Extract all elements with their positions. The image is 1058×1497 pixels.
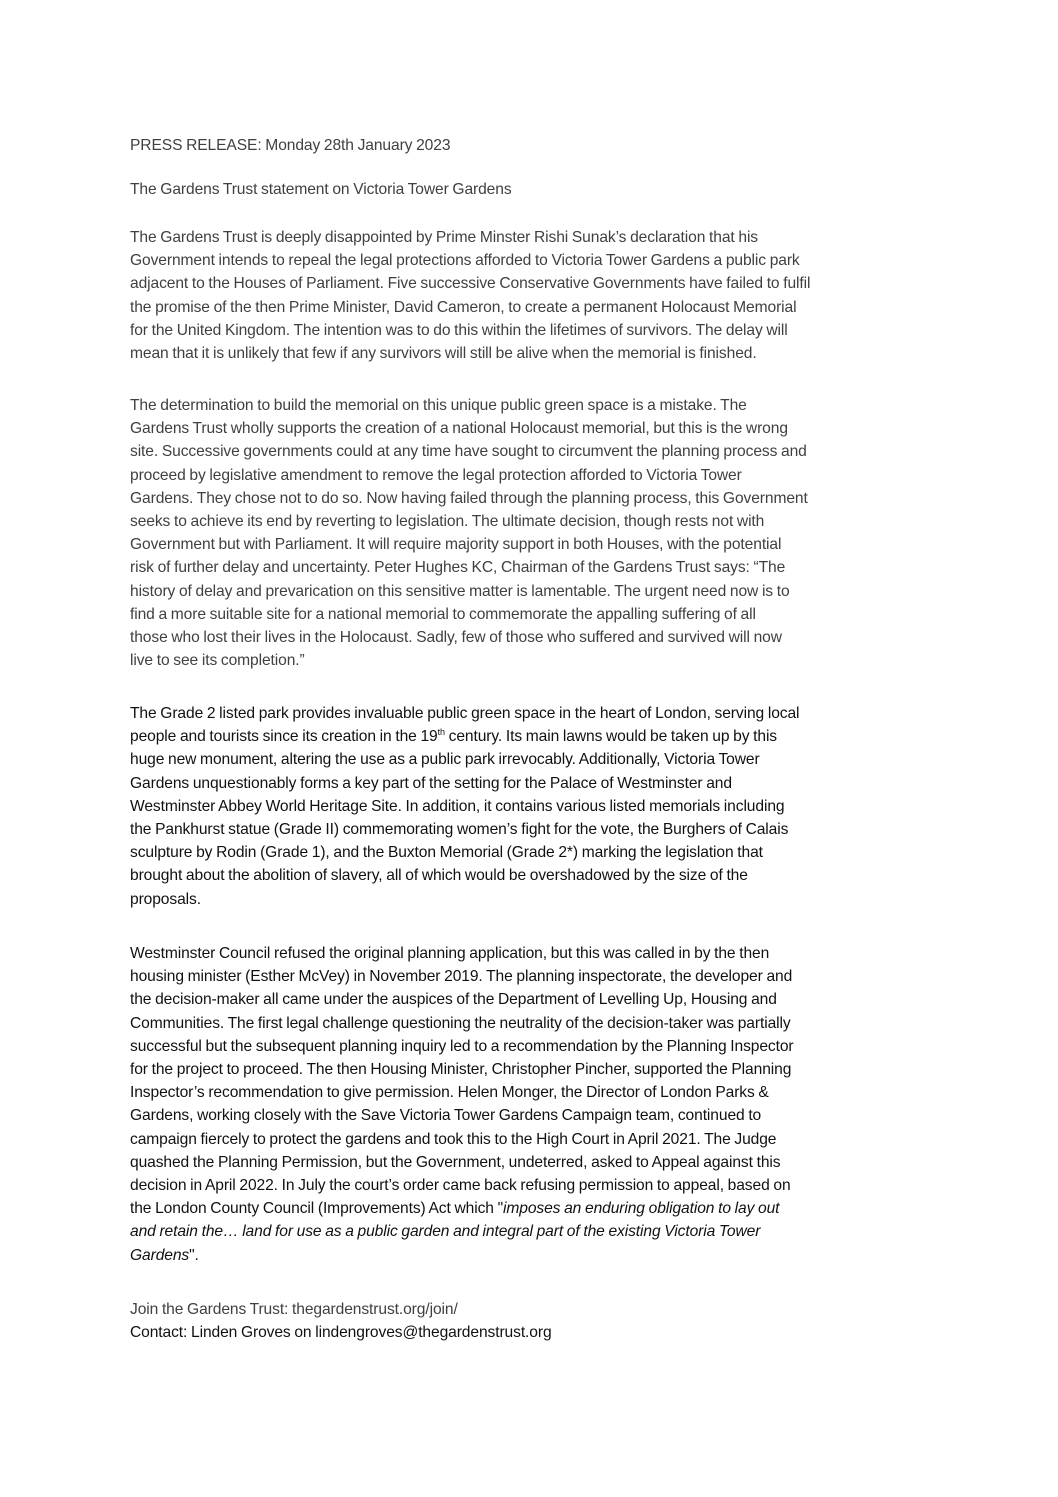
text-line: decision in April 2022. In July the court’s order came back refusing permission to appeal, based on	[130, 1177, 791, 1195]
text-line: Westminster Council refused the original planning application, but this was called in by the then	[130, 945, 770, 962]
text-line: Government intends to repeal the legal protections afforded to Victoria Tower Gardens a public park	[130, 252, 800, 270]
text-fragment: ".	[189, 1246, 199, 1264]
text-line: Communities. The first legal challenge questioning the neutrality of the decision-taker was partially	[130, 1014, 791, 1032]
join-link-text[interactable]: Join the Gardens Trust: thegardenstrust.org/join/	[130, 1301, 458, 1318]
text-line: Gardens. They chose not to do so. Now having failed through the planning process, this Government	[130, 489, 808, 507]
text-line: campaign fiercely to protect the gardens and took this to the High Court in April 2021. The Judge	[130, 1130, 777, 1148]
text-line: The determination to build the memorial on this unique public green space is a mistake. The	[130, 397, 747, 414]
paragraph-planning-history	[130, 942, 930, 1267]
text-line: Gardens, working closely with the Save Victoria Tower Gardens Campaign team, continued to	[130, 1107, 762, 1125]
text-line: live to see its completion.”	[130, 652, 305, 670]
text-line: for the United Kingdom. The intention was to do this within the lifetimes of survivors. The delay will	[130, 321, 788, 339]
text-fragment: people and tourists since its creation in the 19	[130, 728, 438, 746]
text-line: The Grade 2 listed park provides invaluable public green space in the heart of London, serving local	[130, 705, 800, 722]
page-title: The Gardens Trust statement on Victoria Tower Gardens	[130, 181, 512, 198]
text-line: for the project to proceed. The then Housing Minister, Christopher Pincher, supported the Planning	[130, 1061, 792, 1079]
text-line: quashed the Planning Permission, but the Government, undeterred, asked to Appeal against this	[130, 1153, 781, 1171]
text-line: housing minister (Esther McVey) in November 2019. The planning inspectorate, the developer and	[130, 968, 793, 986]
ordinal-superscript: th	[437, 727, 445, 738]
text-line: sculpture by Rodin (Grade 1), and the Buxton Memorial (Grade 2*) marking the legislation that	[130, 844, 763, 862]
text-line: adjacent to the Houses of Parliament. Five successive Conservative Governments have failed to fulfil	[130, 275, 811, 293]
text-line	[130, 1244, 930, 1267]
text-line: seeks to achieve its end by reverting to legislation. The ultimate decision, though rests not with	[130, 513, 765, 531]
text-line: those who lost their lives in the Holocaust. Sadly, few of those who suffered and survived will now	[130, 629, 782, 647]
text-line: site. Successive governments could at any time have sought to circumvent the planning process and	[130, 443, 807, 461]
text-line: Inspector’s recommendation to give permission. Helen Monger, the Director of London Parks &	[130, 1084, 769, 1102]
paragraph-intro	[130, 226, 930, 365]
quoted-text: imposes an enduring obligation to lay out	[503, 1200, 780, 1218]
text-line: Gardens Trust wholly supports the creation of a national Holocaust memorial, but this is the wrong	[130, 420, 788, 438]
text-fragment: century. Its main lawns would be taken up by this	[444, 728, 778, 746]
text-line: brought about the abolition of slavery, all of which would be overshadowed by the size of the	[130, 867, 748, 885]
paragraph-determination	[130, 394, 930, 672]
text-line	[130, 1220, 930, 1243]
text-line: the decision-maker all came under the auspices of the Department of Levelling Up, Housing and	[130, 991, 777, 1009]
quoted-text: Gardens	[130, 1246, 190, 1264]
text-line	[130, 1197, 930, 1220]
text-line: successful but the subsequent planning inquiry led to a recommendation by the Planning Inspector	[130, 1037, 794, 1055]
text-line: history of delay and prevarication on this sensitive matter is lamentable. The urgent need now is to	[130, 582, 790, 600]
text-line: find a more suitable site for a national memorial to commemorate the appalling suffering of all	[130, 605, 756, 623]
text-line: Westminster Abbey World Heritage Site. In addition, it contains various listed memorials including	[130, 797, 785, 815]
text-line: the promise of the then Prime Minister, David Cameron, to create a permanent Holocaust Memorial	[130, 298, 797, 316]
text-line: risk of further delay and uncertainty. Peter Hughes KC, Chairman of the Gardens Trust says: “The	[130, 559, 786, 577]
text-line: proceed by legislative amendment to remove the legal protection afforded to Victoria Tower	[130, 466, 742, 484]
text-line: Government but with Parliament. It will require majority support in both Houses, with the potential	[130, 536, 782, 554]
paragraph-grade-listed-park	[130, 702, 930, 911]
press-release-dateline: PRESS RELEASE: Monday 28th January 2023	[130, 137, 451, 154]
text-line	[130, 725, 930, 748]
quoted-text: and retain the… land for use as a public garden and integral part of the existing Victoria Tower	[130, 1223, 761, 1241]
text-line: The Gardens Trust is deeply disappointed by Prime Minster Rishi Sunak’s declaration that his	[130, 229, 759, 246]
contact-info[interactable]: Contact: Linden Groves on lindengroves@thegardenstrust.org	[130, 1324, 552, 1341]
text-fragment: the London County Council (Improvements) Act which "	[130, 1200, 504, 1218]
text-line: Gardens unquestionably forms a key part of the setting for the Palace of Westminster and	[130, 774, 732, 792]
text-line: proposals.	[130, 890, 201, 908]
text-line: huge new monument, altering the use as a public park irrevocably. Additionally, Victoria Tower	[130, 751, 760, 769]
text-line: the Pankhurst statue (Grade II) commemorating women’s fight for the vote, the Burghers of Calais	[130, 821, 789, 839]
text-line: mean that it is unlikely that few if any survivors will still be alive when the memorial is finished.	[130, 345, 757, 363]
